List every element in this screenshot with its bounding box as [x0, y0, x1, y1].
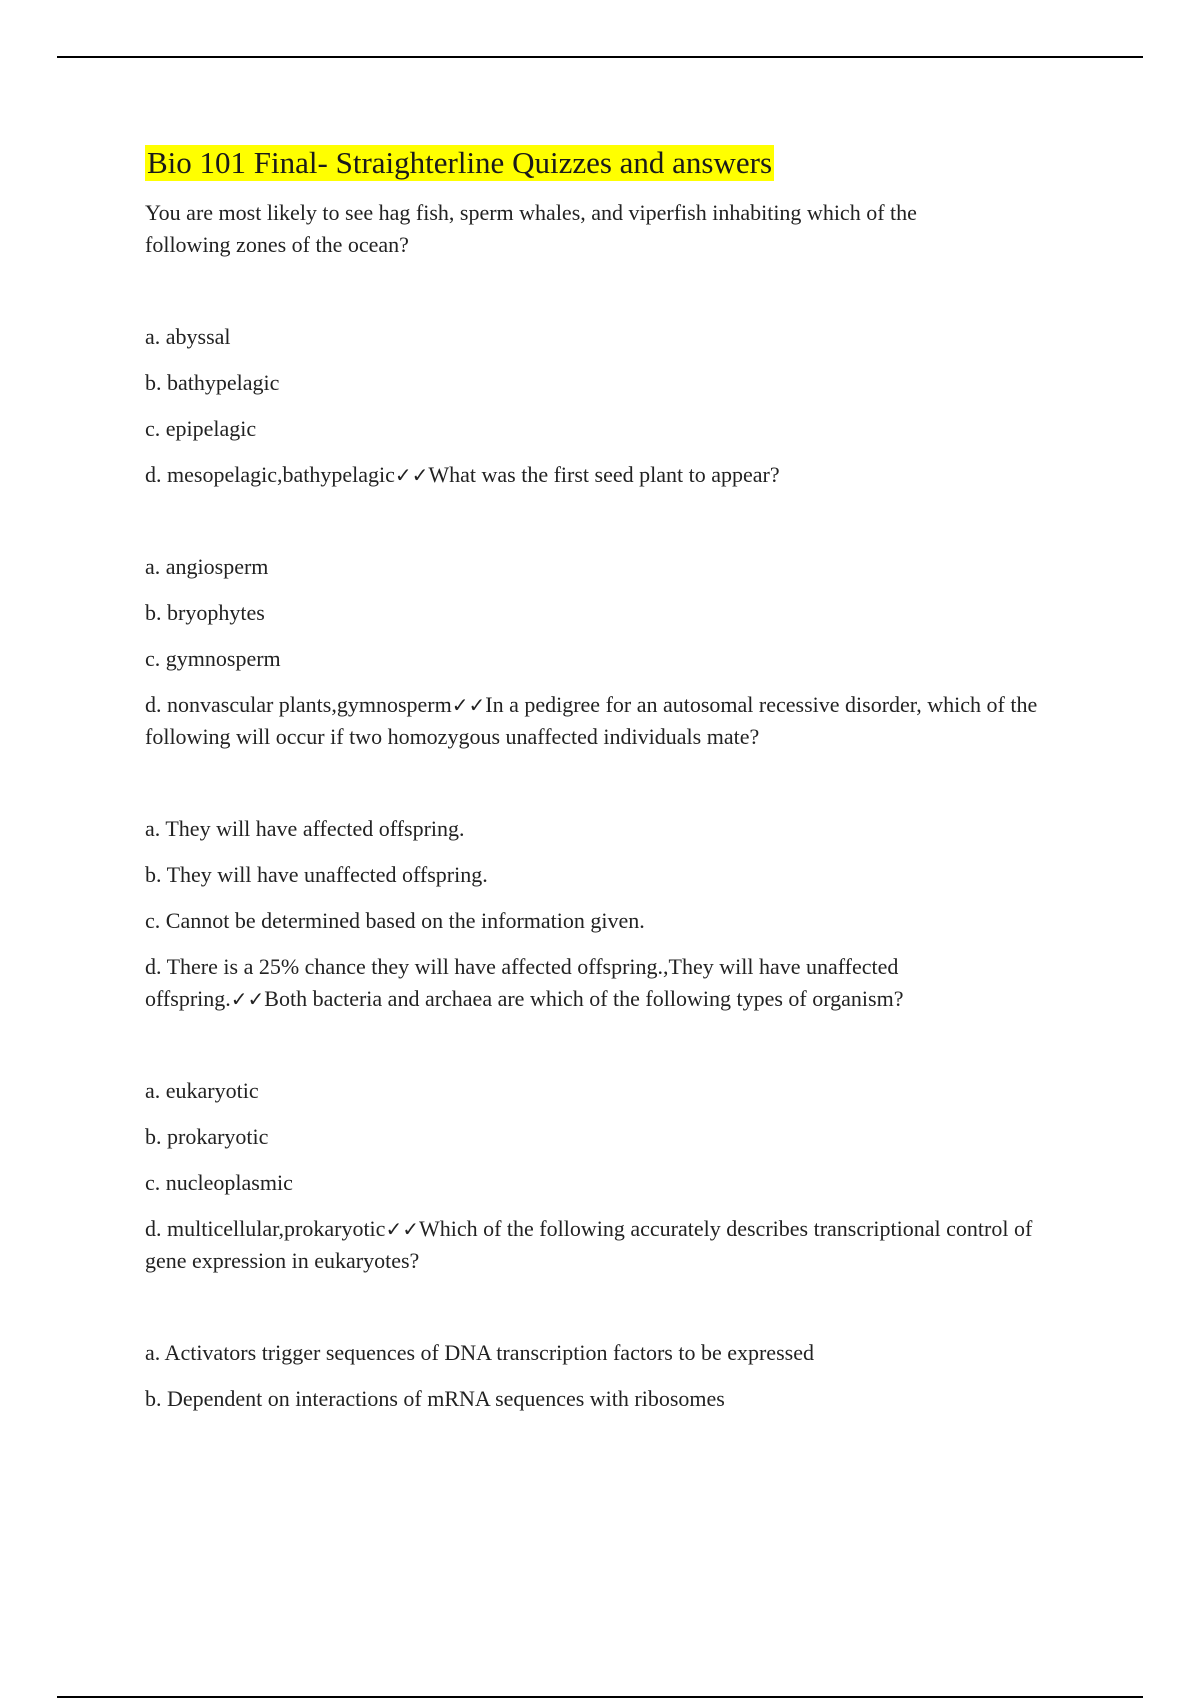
check-mark-icon: ✓✓ [451, 693, 486, 717]
answer-option: a. eukaryotic [145, 1078, 259, 1103]
answer-option: c. Cannot be determined based on the information given. [145, 908, 645, 933]
answer-option: b. prokaryotic [145, 1124, 269, 1149]
header-rule [57, 56, 1143, 58]
question-text: Both bacteria and archaea are which of the following types of organism? [264, 986, 904, 1011]
answer-option: a. abyssal [145, 324, 231, 349]
answer-option: d. There is a 25% chance they will have affected offspring.,They will have unaffected offspring. [145, 954, 899, 1011]
question-text: You are most likely to see hag fish, sperm whales, and viperfish inhabiting which of the following zones of the ocean? [145, 200, 917, 257]
answer-option: c. nucleoplasmic [145, 1170, 293, 1195]
check-mark-icon: ✓✓ [230, 987, 265, 1011]
answer-with-next-question [145, 459, 1085, 491]
answer-option: b. bryophytes [145, 600, 265, 625]
document-body [145, 145, 1085, 1415]
answer-option: c. gymnosperm [145, 646, 281, 671]
answer-option: d. multicellular,prokaryotic [145, 1216, 386, 1241]
question-text: Which of the following accurately describes transcriptional control of gene expression in eukaryotes? [145, 1216, 1033, 1273]
answer-option: b. bathypelagic [145, 370, 280, 395]
answer-with-next-question [145, 1213, 1055, 1277]
answer-option: b. Dependent on interactions of mRNA sequences with ribosomes [145, 1386, 725, 1411]
answer-with-next-question [145, 951, 1005, 1015]
answer-option: d. mesopelagic,bathypelagic [145, 462, 395, 487]
answer-with-next-question [145, 689, 1085, 753]
answer-option: a. They will have affected offspring. [145, 816, 465, 841]
answer-option: d. nonvascular plants,gymnosperm [145, 692, 452, 717]
question-text: What was the first seed plant to appear? [428, 462, 780, 487]
question-text: In a pedigree for an autosomal recessive disorder, which of the following will occur if two homozygous unaffected individuals mate? [145, 692, 1038, 749]
answer-option: b. They will have unaffected offspring. [145, 862, 488, 887]
answer-option: a. Activators trigger sequences of DNA transcription factors to be expressed [145, 1340, 814, 1365]
answer-option: c. epipelagic [145, 416, 257, 441]
check-mark-icon: ✓✓ [394, 463, 429, 487]
check-mark-icon: ✓✓ [385, 1217, 419, 1241]
footer-rule [57, 1696, 1143, 1698]
answer-option: a. angiosperm [145, 554, 269, 579]
document-title: Bio 101 Final- Straighterline Quizzes and answers [147, 145, 773, 180]
